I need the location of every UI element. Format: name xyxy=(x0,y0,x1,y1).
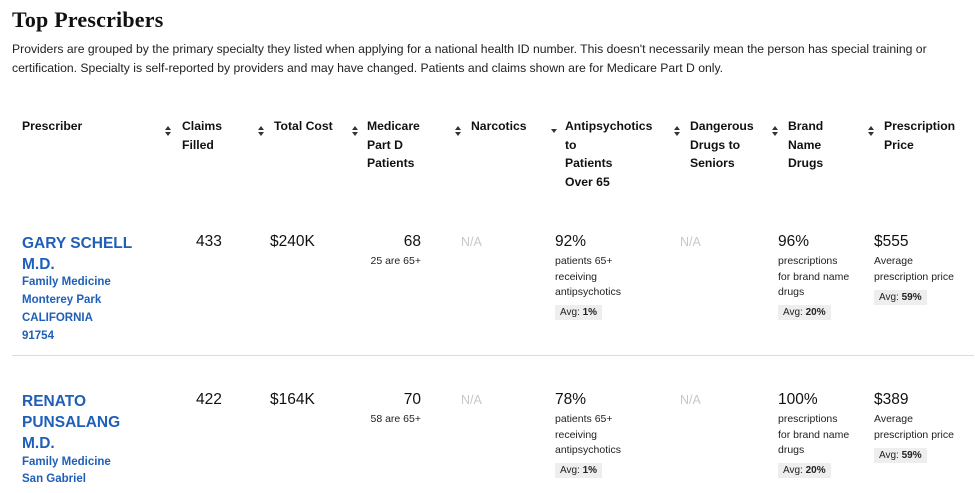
cost-value: $240K xyxy=(270,233,315,250)
sort-price-icon[interactable] xyxy=(868,126,876,140)
prescriber-city[interactable]: Monterey Park xyxy=(22,294,102,306)
prescriber-name-link[interactable]: RENATO PUNSALANG M.D. xyxy=(22,393,121,452)
col-header-dangerous-drugs[interactable]: Dangerous Drugs to Seniors xyxy=(690,119,754,170)
col-header-antipsychotics[interactable]: Antipsychotics to Patients Over 65 xyxy=(565,119,653,189)
prescriber-state[interactable]: CALIFORNIA xyxy=(22,312,93,324)
prescriber-specialty[interactable]: Family Medicine xyxy=(22,456,111,468)
sort-claims-icon[interactable] xyxy=(165,126,173,140)
cost-value: $164K xyxy=(270,391,315,408)
patients-value: 70 xyxy=(403,391,421,408)
dangerous-value: N/A xyxy=(680,393,701,407)
sort-antipsychotics-desc-icon[interactable] xyxy=(551,129,559,143)
narcotics-value: N/A xyxy=(461,235,482,249)
brand-desc: prescriptions for brand name drugs xyxy=(778,413,850,456)
antipsychotics-desc: patients 65+ receiving antipsychotics xyxy=(555,255,621,298)
col-header-claims[interactable]: Claims Filled xyxy=(182,119,222,152)
narcotics-value: N/A xyxy=(461,393,482,407)
sort-patients-icon[interactable] xyxy=(352,126,360,140)
antipsychotics-avg-badge: Avg: 1% xyxy=(555,463,602,478)
brand-avg-badge: Avg: 20% xyxy=(778,305,831,320)
antipsychotics-avg-badge: Avg: 1% xyxy=(555,305,602,320)
antipsychotics-value: 78% xyxy=(555,391,587,408)
sort-dangerous-icon[interactable] xyxy=(674,126,682,140)
prescriber-specialty[interactable]: Family Medicine xyxy=(22,276,111,288)
patients-sub: 25 are 65+ xyxy=(370,255,421,267)
col-header-narcotics[interactable]: Narcotics xyxy=(471,119,527,133)
patients-value: 68 xyxy=(403,233,421,250)
antipsychotics-value: 92% xyxy=(555,233,587,250)
brand-value: 96% xyxy=(778,233,810,250)
brand-value: 100% xyxy=(778,391,818,408)
price-avg-badge: Avg: 59% xyxy=(874,290,927,305)
price-desc: Average prescription price xyxy=(874,413,954,441)
price-value: $555 xyxy=(874,233,909,250)
row-divider xyxy=(12,355,974,356)
antipsychotics-desc: patients 65+ receiving antipsychotics xyxy=(555,413,621,456)
brand-desc: prescriptions for brand name drugs xyxy=(778,255,850,298)
sort-brand-icon[interactable] xyxy=(772,126,780,140)
col-header-total-cost[interactable]: Total Cost xyxy=(274,119,333,133)
claims-value: 433 xyxy=(196,233,222,250)
sort-narcotics-icon[interactable] xyxy=(455,126,463,140)
prescriber-name-link[interactable]: GARY SCHELL M.D. xyxy=(22,235,133,273)
patients-sub: 58 are 65+ xyxy=(370,413,421,425)
col-header-prescription-price[interactable]: Prescription Price xyxy=(884,119,956,152)
sort-cost-icon[interactable] xyxy=(258,126,266,140)
col-header-prescriber[interactable]: Prescriber xyxy=(22,119,83,133)
brand-avg-badge: Avg: 20% xyxy=(778,463,831,478)
price-avg-badge: Avg: 59% xyxy=(874,448,927,463)
page-title: Top Prescribers xyxy=(12,7,164,32)
prescriber-city[interactable]: San Gabriel xyxy=(22,473,86,485)
prescriber-zip[interactable]: 91754 xyxy=(22,330,54,342)
dangerous-value: N/A xyxy=(680,235,701,249)
page-description: Providers are grouped by the primary specialty they listed when applying for a national health ID number. This doesn't necessarily mean the person has special training or certification. Specialty is self-reported by providers and may have changed. Patients and claims shown are for Medicare Part D only. xyxy=(12,42,927,75)
price-desc: Average prescription price xyxy=(874,255,954,283)
col-header-patients[interactable]: Medicare Part D Patients xyxy=(367,119,420,170)
claims-value: 422 xyxy=(196,391,222,408)
col-header-brand-name[interactable]: Brand Name Drugs xyxy=(788,119,824,170)
price-value: $389 xyxy=(874,391,909,408)
